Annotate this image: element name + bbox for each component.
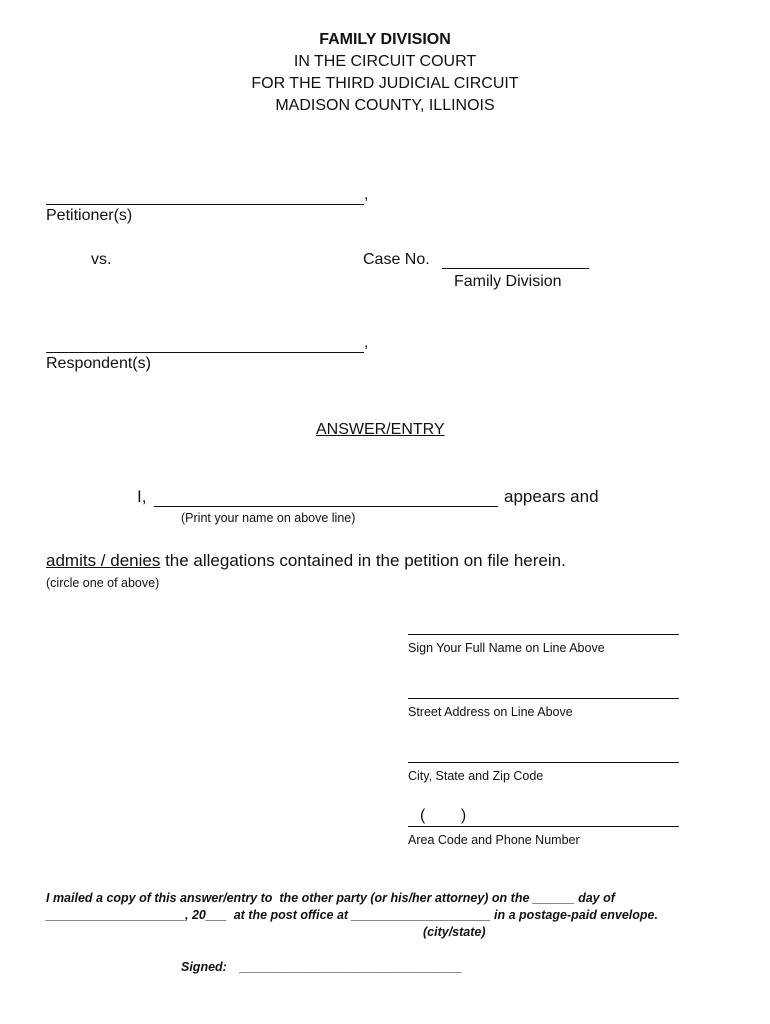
respondent-comma: , [364, 334, 369, 351]
certificate-line-2: ____________________, 20___ at the post office at ____________________ in a postage-paid envelope. [46, 908, 658, 922]
document-title: ANSWER/ENTRY [316, 421, 445, 438]
court-heading: IN THE CIRCUIT COURT [293, 53, 477, 70]
city-state-zip-label: City, State and Zip Code [408, 769, 544, 783]
certificate-line-1: I mailed a copy of this answer/entry to the other party (or his/her attorney) on the ______ day of [46, 891, 615, 905]
respondent-name-line[interactable] [46, 352, 364, 353]
i-prefix: I, [137, 487, 147, 506]
allegations-text: the allegations contained in the petition on file herein. [160, 551, 566, 570]
print-name-line[interactable] [154, 506, 498, 507]
admits-denies-choice[interactable]: admits / denies [46, 551, 161, 570]
allegations-sentence [46, 551, 566, 571]
vs-label: vs. [91, 251, 112, 268]
case-number-label: Case No. [363, 251, 430, 268]
county-heading: MADISON COUNTY, ILLINOIS [275, 97, 495, 114]
phone-label: Area Code and Phone Number [408, 833, 580, 847]
petitioner-name-line[interactable] [46, 204, 364, 205]
signed-label: Signed: [181, 960, 227, 974]
case-number-line[interactable] [442, 268, 589, 269]
division-heading: FAMILY DIVISION [319, 31, 451, 48]
print-name-hint: (Print your name on above line) [181, 511, 356, 525]
respondent-label: Respondent(s) [46, 355, 151, 372]
family-division-label: Family Division [454, 273, 562, 290]
city-state-zip-line[interactable] [408, 762, 679, 763]
appears-and-text: appears and [504, 487, 599, 506]
street-address-label: Street Address on Line Above [408, 705, 573, 719]
city-state-hint: (city/state) [423, 925, 486, 939]
signed-line[interactable]: ________________________________ [240, 960, 463, 974]
petitioner-comma: , [364, 186, 369, 203]
signature-label: Sign Your Full Name on Line Above [408, 641, 605, 655]
circuit-heading: FOR THE THIRD JUDICIAL CIRCUIT [251, 75, 519, 92]
phone-line[interactable] [408, 826, 679, 827]
circle-hint: (circle one of above) [46, 576, 160, 590]
area-code-parens: ( ) [420, 807, 467, 824]
petitioner-label: Petitioner(s) [46, 207, 133, 224]
street-address-line[interactable] [408, 698, 679, 699]
signature-line[interactable] [408, 634, 679, 635]
